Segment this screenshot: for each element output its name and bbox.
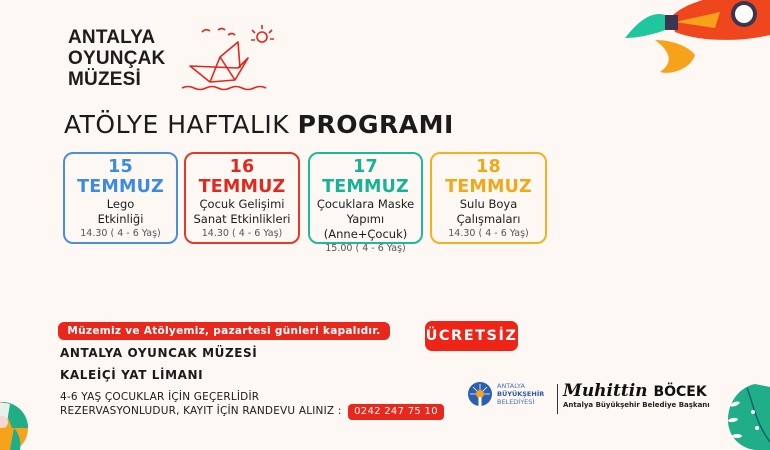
card-date: 16 TEMMUZ (198, 157, 286, 197)
schedule-card-18 (430, 152, 547, 244)
card-time: 14.30 ( 4 - 6 Yaş) (201, 228, 283, 239)
logo-line-3: MÜZESİ (68, 69, 141, 90)
phone-number[interactable]: 0242 247 75 10 (348, 404, 444, 420)
beach-ball-icon (0, 398, 30, 450)
card-time: 14.30 ( 4 - 6 Yaş) (448, 228, 529, 239)
municipality-name (497, 382, 544, 406)
logo-line-1: ANTALYA (68, 27, 156, 48)
schedule-card-17 (308, 152, 423, 254)
municipality-logo (467, 381, 544, 407)
title-bold: PROGRAMI (297, 110, 454, 139)
monstera-leaf-icon (725, 382, 770, 450)
card-date: 17 TEMMUZ (322, 157, 409, 197)
rocket-icon (620, 0, 770, 80)
card-activity-line: Sanat Etkinlikleri (193, 212, 291, 226)
card-activity-line: Yapımı (346, 212, 385, 226)
logo-divider (557, 384, 558, 414)
card-activity-line: Çalışmaları (456, 212, 521, 226)
address-line-1: ANTALYA OYUNCAK MÜZESİ (60, 346, 258, 360)
card-activity-line: Etkinliği (97, 212, 144, 226)
reservation-line (60, 404, 444, 420)
free-badge: ÜCRETSİZ (425, 321, 518, 351)
abb-line-1: ANTALYA (497, 382, 525, 390)
paper-boat-icon (180, 22, 280, 97)
card-activity-line: (Anne+Çocuk) (323, 227, 408, 241)
schedule-card-16 (184, 152, 300, 244)
reservation-text: REZERVASYONLUDUR, KAYIT İÇİN RANDEVU ALINIZ : (60, 405, 342, 417)
card-activity-line: Çocuklara Maske (316, 197, 415, 211)
card-date: 15 TEMMUZ (77, 157, 164, 197)
mayor-signature (563, 381, 710, 409)
mayor-title: Antalya Büyükşehir Belediye Başkanı (563, 401, 710, 409)
card-time: 15.00 ( 4 - 6 Yaş) (325, 243, 406, 254)
museum-logo-text (68, 27, 165, 90)
age-note: 4-6 YAŞ ÇOCUKLAR İÇİN GEÇERLİDİR (60, 391, 260, 403)
mayor-name (563, 381, 710, 401)
mayor-first-name: Muhittin (563, 381, 648, 401)
logo-line-2: OYUNÇAK (68, 48, 166, 69)
card-date: 18 TEMMUZ (445, 157, 532, 197)
card-activity-line: Çocuk Gelişimi (199, 197, 285, 211)
card-activity-line: Sulu Boya (459, 197, 518, 211)
page-title (64, 110, 454, 139)
mayor-last-name: BÖCEK (653, 384, 707, 400)
schedule-card-15 (63, 152, 178, 244)
abb-line-3: BELEDİYESİ (497, 398, 535, 406)
closed-days-notice: Müzemiz ve Atölyemiz, pazartesi günleri kapalıdır. (58, 322, 390, 340)
address-line-2: KALEİÇİ YAT LİMANI (60, 368, 204, 382)
title-thin: ATÖLYE HAFTALIK (64, 110, 290, 139)
municipality-emblem-icon (467, 381, 493, 407)
card-activity-line: Lego (106, 197, 135, 211)
abb-line-2: BÜYÜKŞEHİR (497, 390, 545, 398)
card-time: 14.30 ( 4 - 6 Yaş) (80, 228, 161, 239)
